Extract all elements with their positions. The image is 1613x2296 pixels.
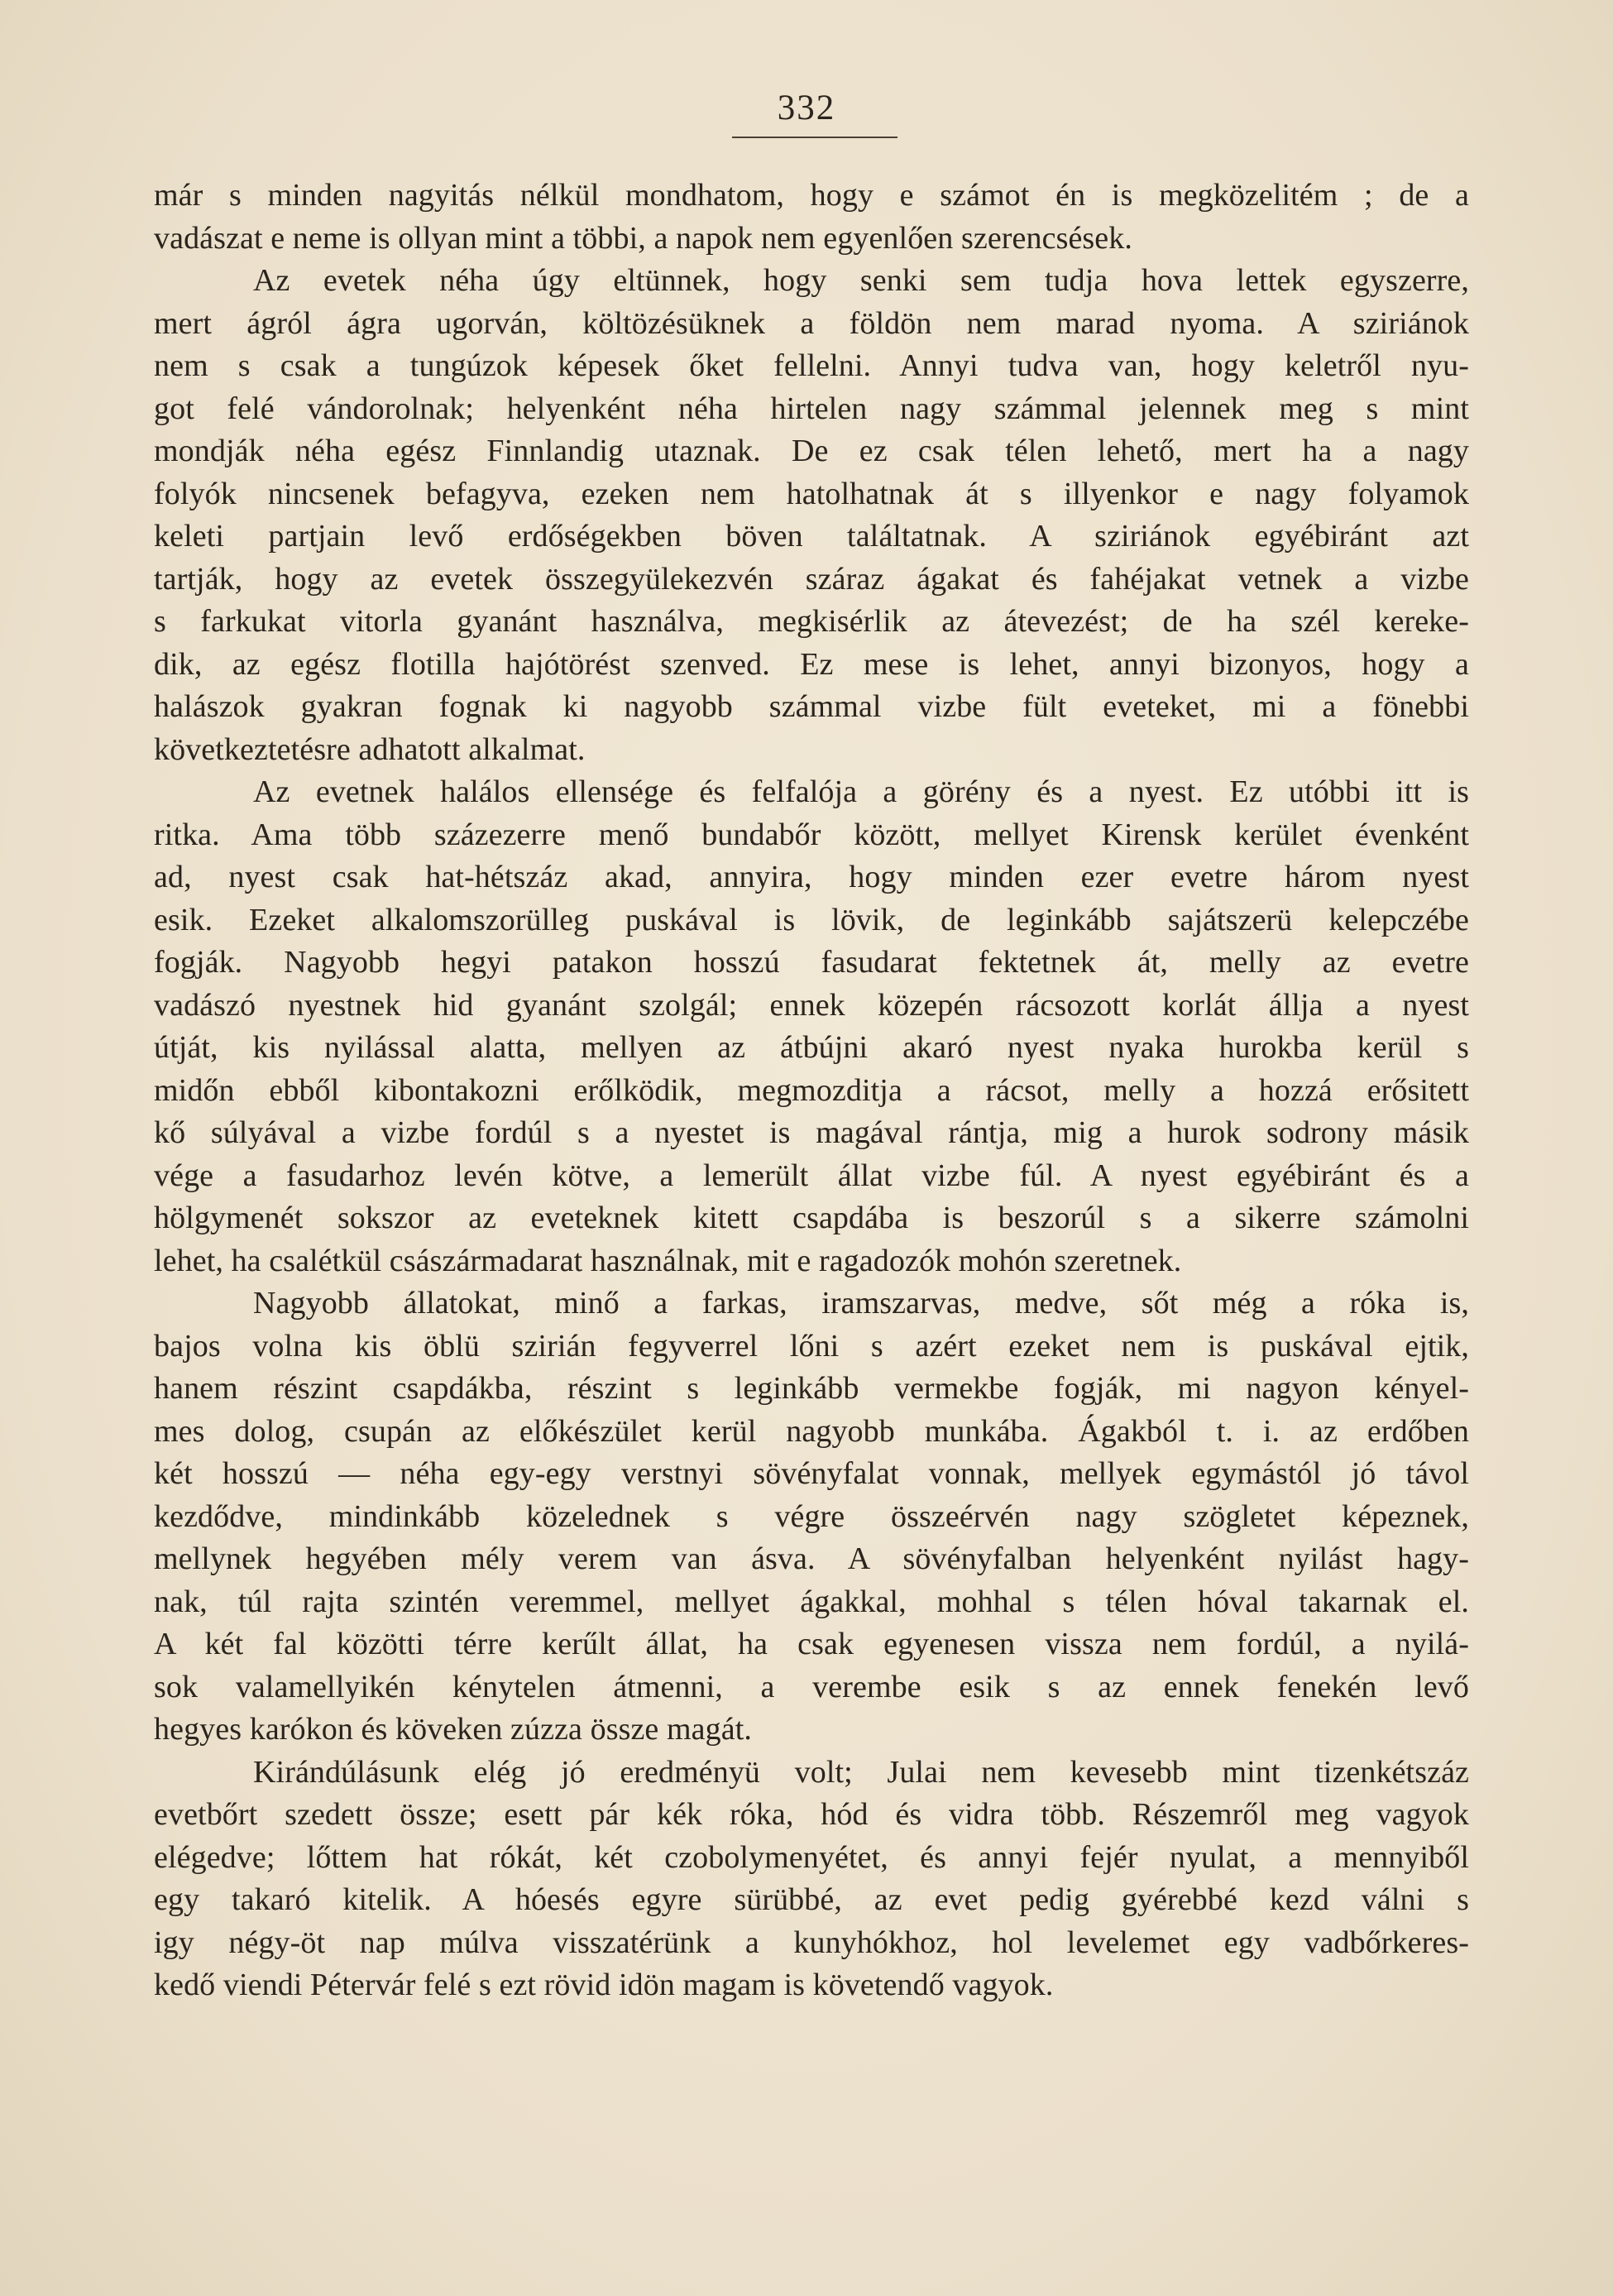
text-line: következtetésre adhatott alkalmat.	[154, 731, 586, 767]
text-line: hölgymenét sokszor az eveteknek kitett csapdába is beszorúl s a sikerre számolni	[154, 1201, 1469, 1235]
text-line: Nagyobb állatokat, minő a farkas, iramszarvas, medve, sőt még a róka is,	[253, 1286, 1469, 1321]
paragraph	[154, 1282, 1469, 1752]
text-line: már s minden nagyitás nélkül mondhatom, hogy e számot én is megközelitém ; de a	[154, 178, 1469, 213]
text-line: sok valamellyikén kénytelen átmenni, a verembe esik s az ennek fenekén levő	[154, 1669, 1469, 1704]
text-line: két hosszú — néha egy-egy verstnyi sövényfalat vonnak, mellyek egymástól jó távol	[154, 1456, 1469, 1491]
text-line: kezdődve, mindinkább közelednek s végre összeérvén nagy szögletet képeznek,	[154, 1498, 1469, 1534]
text-line: evetbőrt szedett össze; esett pár kék róka, hód és vidra több. Részemről meg vagyok	[154, 1797, 1469, 1832]
text-line: elégedve; lőttem hat rókát, két czobolymenyétet, és annyi fejér nyulat, a mennyiből	[154, 1839, 1469, 1875]
text-line: Az evetek néha úgy eltünnek, hogy senki sem tudja hova lettek egyszerre,	[253, 263, 1469, 298]
text-line: vadászat e neme is ollyan mint a többi, a napok nem egyenlően szerencsések.	[154, 220, 1132, 256]
text-line: mellynek hegyében mély verem van ásva. A sövényfalban helyenként nyilást hagy-	[154, 1541, 1469, 1576]
text-line: kedő viendi Pétervár felé s ezt rövid idön magam is követendő vagyok.	[154, 1968, 1054, 2002]
page-number-rule	[732, 137, 897, 138]
text-line: Kirándúlásunk elég jó eredményü volt; Julai nem kevesebb mint tizenkétszáz	[253, 1754, 1469, 1790]
paragraph	[154, 260, 1469, 771]
text-body	[154, 175, 1469, 2007]
text-line: mert ágról ágra ugorván, költözésüknek a földön nem marad nyoma. A sziriánok	[154, 305, 1469, 341]
text-line: fogják. Nagyobb hegyi patakon hosszú fasudarat fektetnek át, melly az evetre	[154, 945, 1469, 980]
text-line: halászok gyakran fognak ki nagyobb számmal vizbe fült eveteket, mi a fönebbi	[154, 689, 1469, 724]
text-line: ritka. Ama több százezerre menő bundabőr között, mellyet Kirensk kerület évenként	[154, 817, 1469, 852]
text-line: s farkukat vitorla gyanánt használva, megkisérlik az átevezést; de ha szél kereke-	[154, 604, 1469, 639]
text-line: vadászó nyestnek hid gyanánt szolgál; ennek közepén rácsozott korlát állja a nyest	[154, 987, 1469, 1023]
text-line: hegyes karókon és köveken zúzza össze magát.	[154, 1712, 752, 1747]
text-line: esik. Ezeket alkalomszorülleg puskával is lövik, de leginkább sajátszerü kelepczébe	[154, 902, 1469, 937]
text-line: A két fal közötti térre kerűlt állat, ha csak egyenesen vissza nem fordúl, a nyilá-	[154, 1627, 1469, 1661]
text-line: igy négy-öt nap múlva visszatérünk a kunyhókhoz, hol levelemet egy vadbőrkeres-	[154, 1925, 1469, 1960]
text-line: tartják, hogy az evetek összegyülekezvén száraz ágakat és fahéjakat vetnek a vizbe	[154, 561, 1469, 597]
paragraph	[154, 771, 1469, 1282]
paragraph	[154, 1752, 1469, 2007]
text-line: hanem részint csapdákba, részint s leginkább vermekbe fogják, mi nagyon kényel-	[154, 1371, 1469, 1406]
text-line: got felé vándorolnak; helyenként néha hirtelen nagy számmal jelennek meg s mint	[154, 391, 1469, 426]
text-line: keleti partjain levő erdőségekben böven találtatnak. A sziriánok egyébiránt azt	[154, 519, 1469, 554]
text-line: ad, nyest csak hat-hétszáz akad, annyira, hogy minden ezer evetre három nyest	[154, 860, 1469, 894]
text-line: nem s csak a tungúzok képesek őket fellelni. Annyi tudva van, hogy keletről nyu-	[154, 348, 1469, 383]
text-line: mondják néha egész Finnlandig utaznak. De ez csak télen lehető, mert ha a nagy	[154, 434, 1469, 468]
text-line: lehet, ha csalétkül császármadarat használnak, mit e ragadozók mohón szeretnek.	[154, 1243, 1182, 1278]
paragraph	[154, 175, 1469, 260]
text-line: egy takaró kitelik. A hóesés egyre sürübbé, az evet pedig gyérebbé kezd válni s	[154, 1882, 1469, 1917]
text-line: nak, túl rajta szintén veremmel, mellyet ágakkal, mohhal s télen hóval takarnak el.	[154, 1584, 1469, 1619]
text-line: dik, az egész flotilla hajótörést szenved. Ez mese is lehet, annyi bizonyos, hogy a	[154, 646, 1469, 682]
text-line: mes dolog, csupán az előkészület kerül nagyobb munkába. Ágakból t. i. az erdőben	[154, 1413, 1469, 1449]
text-line: midőn ebből kibontakozni erőlködik, megmozditja a rácsot, melly a hozzá erősitett	[154, 1072, 1469, 1108]
text-line: útját, kis nyilással alatta, mellyen az átbújni akaró nyest nyaka hurokba kerül s	[154, 1030, 1469, 1065]
text-line: kő súlyával a vizbe fordúl s a nyestet is magával rántja, mig a hurok sodrony másik	[154, 1115, 1469, 1150]
text-line: folyók nincsenek befagyva, ezeken nem hatolhatnak át s illyenkor e nagy folyamok	[154, 476, 1469, 511]
text-line: vége a fasudarhoz levén kötve, a lemerült állat vizbe fúl. A nyest egyébiránt és a	[154, 1158, 1469, 1193]
text-line: bajos volna kis öblü szirián fegyverrel lőni s azért ezeket nem is puskával ejtik,	[154, 1328, 1469, 1364]
text-line: Az evetnek halálos ellensége és felfalója a görény és a nyest. Ez utóbbi itt is	[253, 774, 1469, 809]
page-number: 332	[777, 89, 836, 127]
